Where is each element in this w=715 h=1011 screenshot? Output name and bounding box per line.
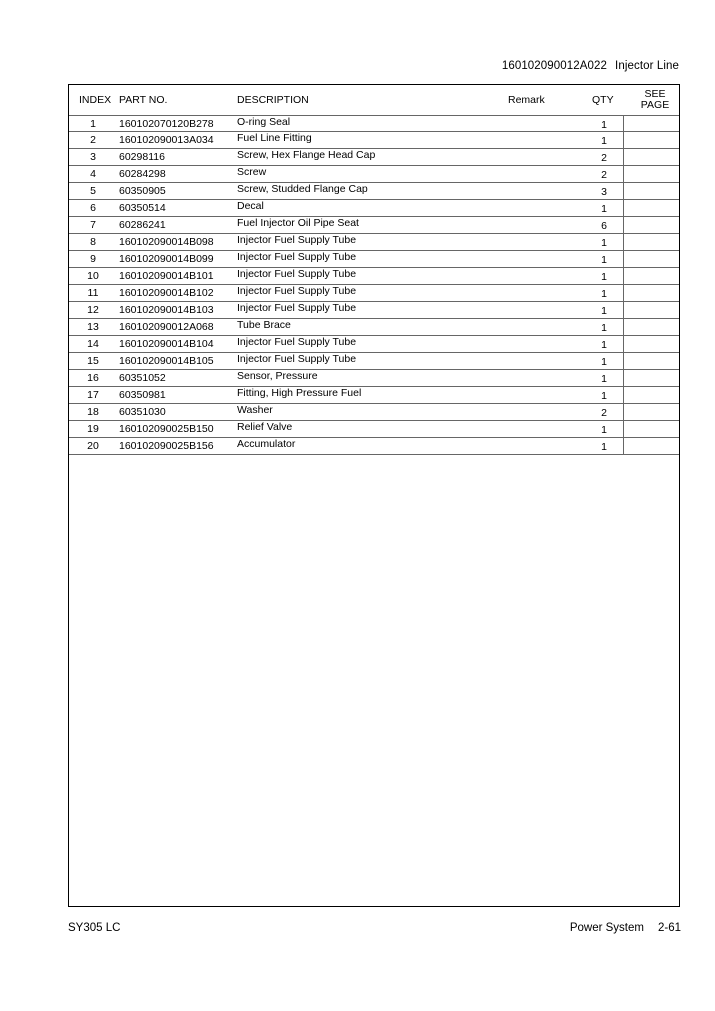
table-row [69, 166, 679, 183]
row-qty: 6 [601, 220, 607, 232]
row-description: Fitting, High Pressure Fuel [237, 387, 362, 399]
col-header-description: DESCRIPTION [237, 94, 309, 106]
row-part-no: 60350981 [119, 389, 166, 401]
row-part-no: 60350905 [119, 185, 166, 197]
page-number: 2-61 [657, 922, 681, 934]
row-qty: 1 [601, 203, 607, 215]
row-index: 6 [90, 202, 96, 214]
row-index: 20 [87, 440, 99, 452]
row-description: Relief Valve [237, 421, 293, 433]
row-index: 19 [87, 423, 99, 435]
row-qty: 1 [601, 271, 607, 283]
table-body [69, 115, 679, 455]
row-index: 17 [87, 389, 99, 401]
row-index: 18 [87, 406, 99, 418]
table-row [69, 268, 679, 285]
table-row [69, 115, 679, 132]
row-description: Washer [237, 404, 273, 416]
row-index: 2 [90, 134, 96, 146]
row-qty: 1 [601, 322, 607, 334]
row-qty: 1 [601, 119, 607, 131]
row-index: 8 [90, 236, 96, 248]
parts-table [68, 84, 680, 907]
row-part-no: 60351052 [119, 372, 166, 384]
table-row [69, 438, 679, 455]
row-description: Tube Brace [237, 319, 291, 331]
see-page-line2: PAGE [640, 99, 670, 111]
table-row [69, 353, 679, 370]
page-footer-right [570, 922, 681, 934]
row-qty: 2 [601, 152, 607, 164]
table-row [69, 370, 679, 387]
row-part-no: 160102090025B156 [119, 440, 214, 452]
row-description: Screw, Studded Flange Cap [237, 183, 368, 195]
row-index: 3 [90, 151, 96, 163]
row-index: 14 [87, 338, 99, 350]
row-part-no: 160102090014B103 [119, 304, 214, 316]
row-description: Screw, Hex Flange Head Cap [237, 149, 376, 161]
row-part-no: 60284298 [119, 168, 166, 180]
row-description: Decal [237, 200, 264, 212]
row-part-no: 160102090014B099 [119, 253, 214, 265]
row-part-no: 160102090014B105 [119, 355, 214, 367]
row-part-no: 60350514 [119, 202, 166, 214]
row-index: 15 [87, 355, 99, 367]
row-description: Fuel Injector Oil Pipe Seat [237, 217, 359, 229]
row-qty: 1 [601, 339, 607, 351]
row-qty: 2 [601, 169, 607, 181]
row-part-no: 160102090025B150 [119, 423, 214, 435]
row-description: Injector Fuel Supply Tube [237, 336, 357, 348]
table-row [69, 200, 679, 217]
row-index: 4 [90, 168, 96, 180]
row-qty: 1 [601, 390, 607, 402]
table-row [69, 404, 679, 421]
table-row [69, 421, 679, 438]
table-row [69, 285, 679, 302]
row-index: 9 [90, 253, 96, 265]
row-qty: 1 [601, 254, 607, 266]
row-qty: 1 [601, 441, 607, 453]
row-index: 16 [87, 372, 99, 384]
column-divider [623, 115, 624, 455]
row-qty: 1 [601, 356, 607, 368]
page-header [502, 60, 679, 72]
row-description: Injector Fuel Supply Tube [237, 353, 357, 365]
row-part-no: 60351030 [119, 406, 166, 418]
row-index: 12 [87, 304, 99, 316]
table-row [69, 387, 679, 404]
col-header-remark: Remark [508, 94, 545, 106]
table-row [69, 183, 679, 200]
table-row [69, 319, 679, 336]
row-description: Injector Fuel Supply Tube [237, 234, 357, 246]
table-row [69, 234, 679, 251]
row-qty: 2 [601, 407, 607, 419]
row-qty: 1 [601, 288, 607, 300]
footer-model: SY305 LC [68, 922, 121, 934]
row-part-no: 160102090014B104 [119, 338, 214, 350]
row-part-no: 160102090014B101 [119, 270, 214, 282]
row-description: Injector Fuel Supply Tube [237, 285, 357, 297]
col-header-see-page [635, 85, 675, 115]
row-description: Injector Fuel Supply Tube [237, 302, 357, 314]
section-title: Injector Line [615, 60, 679, 72]
row-part-no: 160102090013A034 [119, 134, 214, 146]
row-description: O-ring Seal [237, 116, 291, 128]
row-description: Sensor, Pressure [237, 370, 318, 382]
row-description: Injector Fuel Supply Tube [237, 251, 357, 263]
row-qty: 1 [601, 305, 607, 317]
row-part-no: 160102070120B278 [119, 118, 214, 130]
row-index: 13 [87, 321, 99, 333]
table-row [69, 336, 679, 353]
col-header-qty: QTY [592, 94, 614, 106]
table-row [69, 302, 679, 319]
row-qty: 1 [601, 237, 607, 249]
row-qty: 3 [601, 186, 607, 198]
see-page-line1: SEE [644, 88, 666, 100]
footer-section: Power System [569, 922, 644, 934]
row-part-no: 160102090012A068 [119, 321, 214, 333]
row-qty: 1 [601, 373, 607, 385]
row-part-no: 60298116 [119, 151, 165, 163]
row-part-no: 60286241 [119, 219, 166, 231]
row-description: Injector Fuel Supply Tube [237, 268, 357, 280]
row-index: 1 [90, 118, 96, 130]
col-header-index: INDEX [79, 94, 112, 106]
row-description: Screw [237, 166, 267, 178]
row-index: 11 [87, 287, 99, 299]
row-index: 5 [90, 185, 96, 197]
row-qty: 1 [601, 135, 607, 147]
row-description: Fuel Line Fitting [237, 132, 312, 144]
row-part-no: 160102090014B098 [119, 236, 214, 248]
table-row [69, 149, 679, 166]
doc-number: 160102090012A022 [501, 60, 608, 72]
row-description: Accumulator [237, 438, 296, 450]
row-index: 10 [87, 270, 99, 282]
row-qty: 1 [601, 424, 607, 436]
col-header-part-no: PART NO. [119, 94, 168, 106]
table-row [69, 217, 679, 234]
row-part-no: 160102090014B102 [119, 287, 214, 299]
row-index: 7 [90, 219, 96, 231]
table-row [69, 251, 679, 268]
